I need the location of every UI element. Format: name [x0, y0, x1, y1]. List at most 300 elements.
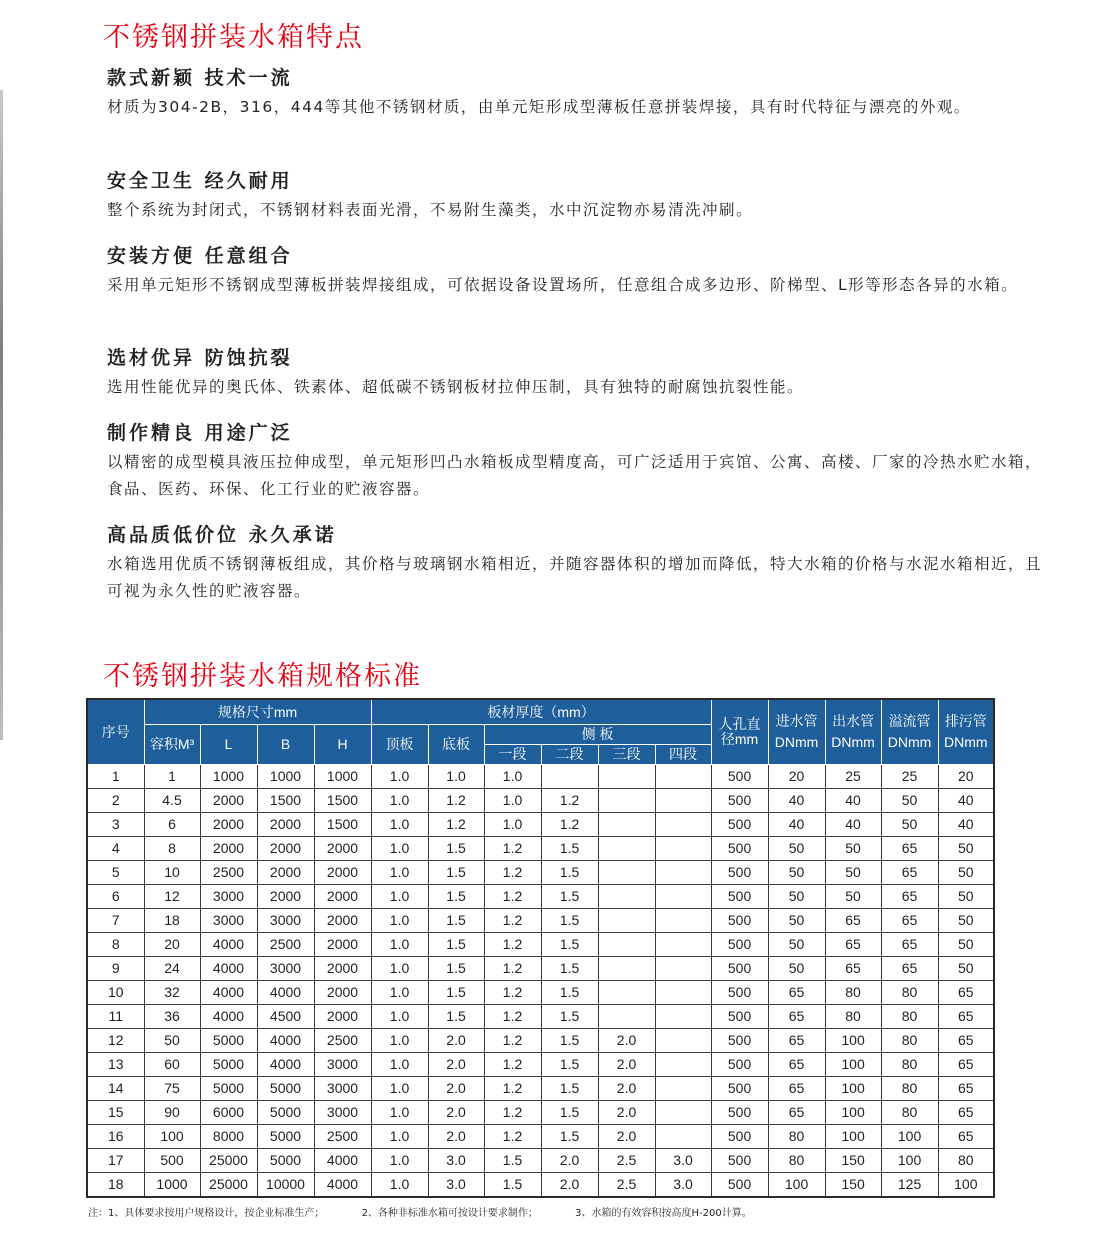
table-row	[87, 764, 994, 788]
table-cell	[655, 1028, 711, 1052]
table-cell: 1.5	[484, 1148, 541, 1172]
table-cell: 32	[144, 980, 200, 1004]
table-cell: 2.5	[598, 1148, 655, 1172]
table-cell: 50	[768, 836, 825, 860]
table-cell: 5000	[257, 1076, 314, 1100]
table-row	[87, 1148, 994, 1172]
table-cell	[655, 956, 711, 980]
table-cell: 65	[938, 1124, 994, 1148]
table-cell: 50	[768, 956, 825, 980]
table-cell: 1.2	[484, 884, 541, 908]
table-cell: 1.5	[428, 956, 484, 980]
table-cell: 50	[881, 812, 938, 836]
table-cell: 1.2	[484, 956, 541, 980]
table-cell: 1.5	[541, 1052, 598, 1076]
header-side-plate: 侧 板	[484, 724, 711, 744]
table-row	[87, 884, 994, 908]
table-cell: 2500	[257, 932, 314, 956]
table-cell: 80	[881, 980, 938, 1004]
table-cell: 20	[144, 932, 200, 956]
feature-text: 整个系统为封闭式，不锈钢材料表面光滑，不易附生藻类，水中沉淀物亦易清洗冲刷。	[107, 201, 754, 219]
spec-table	[86, 698, 995, 1198]
table-row	[87, 1076, 994, 1100]
table-cell: 6	[87, 884, 144, 908]
table-cell: 65	[881, 860, 938, 884]
table-cell: 25000	[200, 1172, 257, 1197]
header-segment-1: 一段	[484, 744, 541, 764]
table-cell: 500	[711, 764, 768, 788]
table-cell: 1	[87, 764, 144, 788]
table-cell: 80	[881, 1052, 938, 1076]
table-row	[87, 1124, 994, 1148]
table-cell	[655, 788, 711, 812]
footnote-3: 3、水箱的有效容积按高度H-200计算。	[575, 1208, 752, 1219]
table-cell: 15	[87, 1100, 144, 1124]
table-cell: 100	[825, 1028, 881, 1052]
table-cell: 2000	[257, 884, 314, 908]
table-cell: 18	[87, 1172, 144, 1197]
feature-text: 选用性能优异的奥氏体、铁素体、超低碳不锈钢板材拉伸压制，具有独特的耐腐蚀抗裂性能。	[107, 378, 805, 396]
table-row	[87, 956, 994, 980]
table-cell: 1.5	[541, 884, 598, 908]
table-cell: 2000	[314, 980, 371, 1004]
table-cell: 1.0	[371, 908, 428, 932]
table-cell: 2500	[200, 860, 257, 884]
table-cell: 12	[144, 884, 200, 908]
table-cell: 3.0	[428, 1148, 484, 1172]
table-cell: 60	[144, 1052, 200, 1076]
table-cell: 90	[144, 1100, 200, 1124]
table-cell: 80	[825, 1004, 881, 1028]
table-cell: 4500	[257, 1004, 314, 1028]
table-cell: 25	[825, 764, 881, 788]
feature-block	[107, 346, 1057, 401]
table-cell: 50	[938, 836, 994, 860]
table-cell: 5	[87, 860, 144, 884]
table-cell: 8	[87, 932, 144, 956]
table-cell	[655, 812, 711, 836]
table-cell	[598, 836, 655, 860]
table-cell: 2.0	[541, 1172, 598, 1197]
table-cell: 100	[825, 1100, 881, 1124]
table-cell: 50	[938, 956, 994, 980]
table-cell: 2500	[314, 1028, 371, 1052]
table-cell: 500	[711, 860, 768, 884]
table-cell: 1.2	[484, 1004, 541, 1028]
table-cell	[598, 764, 655, 788]
table-cell: 2.0	[598, 1052, 655, 1076]
table-cell: 1500	[314, 788, 371, 812]
table-cell: 1000	[257, 764, 314, 788]
table-cell: 10	[144, 860, 200, 884]
table-cell: 65	[768, 1004, 825, 1028]
table-cell: 1.5	[428, 836, 484, 860]
spec-table-body	[87, 764, 994, 1197]
table-cell	[655, 980, 711, 1004]
table-cell: 3000	[200, 884, 257, 908]
table-cell: 1.2	[484, 908, 541, 932]
table-cell: 50	[825, 860, 881, 884]
table-cell: 500	[711, 788, 768, 812]
table-cell: 1.2	[484, 932, 541, 956]
table-cell: 36	[144, 1004, 200, 1028]
table-cell: 100	[825, 1076, 881, 1100]
footnote-2: 2、各种非标准水箱可按设计要求制作；	[361, 1208, 538, 1219]
table-cell: 65	[768, 1052, 825, 1076]
table-cell	[655, 860, 711, 884]
table-cell: 2000	[314, 956, 371, 980]
table-cell	[655, 764, 711, 788]
table-cell: 4	[87, 836, 144, 860]
table-cell: 500	[711, 1028, 768, 1052]
table-cell: 4000	[200, 956, 257, 980]
table-cell: 65	[938, 1028, 994, 1052]
table-cell: 1.5	[541, 1004, 598, 1028]
table-cell: 9	[87, 956, 144, 980]
table-cell: 1.2	[484, 836, 541, 860]
table-cell: 12	[87, 1028, 144, 1052]
table-cell: 1.0	[371, 956, 428, 980]
table-cell: 40	[938, 812, 994, 836]
table-cell: 5000	[200, 1052, 257, 1076]
table-cell	[655, 1124, 711, 1148]
table-cell: 80	[881, 1076, 938, 1100]
feature-heading: 安装方便 任意组合	[107, 245, 293, 267]
header-volume: 容积M³	[144, 724, 200, 764]
table-cell: 1.5	[541, 956, 598, 980]
table-cell	[655, 932, 711, 956]
table-row	[87, 1052, 994, 1076]
table-cell: 1.2	[484, 1076, 541, 1100]
table-cell: 1.0	[371, 788, 428, 812]
table-cell: 8	[144, 836, 200, 860]
table-cell: 150	[825, 1148, 881, 1172]
table-cell: 1.5	[484, 1172, 541, 1197]
table-cell: 1.0	[371, 1172, 428, 1197]
table-cell: 14	[87, 1076, 144, 1100]
header-inlet	[768, 699, 825, 764]
feature-heading: 安全卫生 经久耐用	[107, 170, 293, 192]
table-cell: 2.0	[598, 1100, 655, 1124]
table-cell: 4000	[314, 1172, 371, 1197]
table-cell: 500	[711, 932, 768, 956]
table-cell: 2000	[314, 860, 371, 884]
table-cell: 1.5	[541, 908, 598, 932]
table-cell: 3.0	[428, 1172, 484, 1197]
table-cell: 65	[881, 956, 938, 980]
table-cell: 7	[87, 908, 144, 932]
table-cell: 2.0	[598, 1028, 655, 1052]
table-cell: 1.0	[484, 788, 541, 812]
left-edge-strip	[0, 90, 3, 740]
table-cell: 65	[768, 1076, 825, 1100]
table-cell: 65	[881, 932, 938, 956]
feature-heading: 款式新颖 技术一流	[107, 67, 293, 89]
table-cell: 1.0	[484, 764, 541, 788]
table-cell: 40	[938, 788, 994, 812]
table-row	[87, 812, 994, 836]
table-cell: 1.2	[484, 980, 541, 1004]
table-cell: 20	[768, 764, 825, 788]
table-cell: 500	[711, 1124, 768, 1148]
feature-text: 材质为304-2B，316，444等其他不锈钢材质，由单元矩形成型薄板任意拼装焊接，具有时代特征与漂亮的外观。	[107, 98, 971, 116]
table-cell: 100	[938, 1172, 994, 1197]
table-cell: 1.0	[371, 836, 428, 860]
table-cell: 50	[768, 908, 825, 932]
feature-text: 以精密的成型模具液压拉伸成型，单元矩形凹凸水箱板成型精度高，可广泛适用于宾馆、公寓、高楼、厂家的冷热水贮水箱，食品、医药、环保、化工行业的贮液容器。	[107, 453, 1043, 498]
table-cell: 50	[881, 788, 938, 812]
table-cell: 80	[768, 1148, 825, 1172]
table-cell: 1	[144, 764, 200, 788]
table-cell: 50	[768, 932, 825, 956]
table-cell: 65	[881, 908, 938, 932]
table-cell	[598, 932, 655, 956]
table-cell: 80	[768, 1124, 825, 1148]
table-cell: 500	[144, 1148, 200, 1172]
header-outlet-label: 出水管DNmm	[831, 712, 875, 750]
table-cell: 3000	[314, 1076, 371, 1100]
table-cell: 2000	[314, 932, 371, 956]
footnote	[88, 1204, 786, 1219]
table-cell: 2000	[314, 884, 371, 908]
table-row	[87, 860, 994, 884]
table-cell: 2000	[200, 812, 257, 836]
table-cell: 11	[87, 1004, 144, 1028]
table-cell: 100	[825, 1124, 881, 1148]
table-cell: 65	[768, 980, 825, 1004]
table-cell: 5000	[257, 1124, 314, 1148]
table-cell: 2000	[257, 812, 314, 836]
table-cell: 10000	[257, 1172, 314, 1197]
table-cell	[598, 1004, 655, 1028]
table-cell: 1.5	[428, 1004, 484, 1028]
table-cell: 1.2	[428, 788, 484, 812]
table-cell	[655, 1100, 711, 1124]
table-cell: 5000	[200, 1076, 257, 1100]
table-cell: 2000	[257, 860, 314, 884]
header-thickness: 板材厚度（mm）	[371, 699, 711, 724]
table-cell: 65	[768, 1028, 825, 1052]
table-cell: 500	[711, 1100, 768, 1124]
table-cell: 2.5	[598, 1172, 655, 1197]
table-cell	[598, 860, 655, 884]
table-cell: 5000	[257, 1148, 314, 1172]
table-cell	[655, 1004, 711, 1028]
table-cell: 2.0	[598, 1124, 655, 1148]
table-cell: 500	[711, 1148, 768, 1172]
table-cell: 1.2	[428, 812, 484, 836]
table-cell: 100	[881, 1124, 938, 1148]
table-cell: 2.0	[428, 1100, 484, 1124]
header-bottom-plate: 底板	[428, 724, 484, 764]
features-title: 不锈钢拼装水箱特点	[103, 22, 364, 53]
table-cell: 1.2	[484, 1100, 541, 1124]
table-cell: 2500	[314, 1124, 371, 1148]
table-cell: 1.0	[371, 1148, 428, 1172]
spec-title: 不锈钢拼装水箱规格标准	[103, 661, 422, 692]
table-cell: 1.0	[371, 1028, 428, 1052]
feature-heading: 高品质低价位 永久承诺	[107, 524, 337, 546]
table-cell	[598, 812, 655, 836]
table-cell	[598, 956, 655, 980]
table-cell: 1.0	[371, 1004, 428, 1028]
table-cell: 18	[144, 908, 200, 932]
table-cell: 65	[881, 836, 938, 860]
table-cell: 4.5	[144, 788, 200, 812]
table-cell: 2000	[200, 788, 257, 812]
table-cell: 6000	[200, 1100, 257, 1124]
table-cell	[541, 764, 598, 788]
header-drain	[938, 699, 994, 764]
table-cell: 1.5	[541, 1076, 598, 1100]
header-segment-3: 三段	[598, 744, 655, 764]
table-row	[87, 980, 994, 1004]
table-cell: 20	[938, 764, 994, 788]
table-cell: 1000	[314, 764, 371, 788]
table-row	[87, 1028, 994, 1052]
feature-block	[107, 421, 1057, 503]
feature-heading: 制作精良 用途广泛	[107, 422, 293, 444]
table-cell: 2000	[200, 836, 257, 860]
table-cell: 500	[711, 836, 768, 860]
table-cell: 1.2	[541, 812, 598, 836]
table-cell: 1500	[314, 812, 371, 836]
table-cell: 1.0	[371, 812, 428, 836]
table-cell: 1.0	[371, 980, 428, 1004]
table-cell: 2000	[257, 836, 314, 860]
table-cell: 1.0	[371, 932, 428, 956]
table-cell: 65	[825, 956, 881, 980]
table-cell: 65	[825, 932, 881, 956]
table-cell: 40	[768, 788, 825, 812]
table-cell: 80	[881, 1004, 938, 1028]
table-cell: 1.5	[428, 860, 484, 884]
header-size: 规格尺寸mm	[144, 699, 371, 724]
table-cell: 100	[768, 1172, 825, 1197]
table-cell: 13	[87, 1052, 144, 1076]
table-cell: 50	[825, 884, 881, 908]
header-inlet-label: 进水管DNmm	[774, 712, 819, 750]
table-cell: 80	[881, 1100, 938, 1124]
table-cell: 50	[825, 836, 881, 860]
table-cell: 1.0	[371, 1076, 428, 1100]
table-cell: 100	[825, 1052, 881, 1076]
table-cell: 4000	[257, 1052, 314, 1076]
table-cell: 80	[881, 1028, 938, 1052]
table-cell: 65	[881, 884, 938, 908]
table-cell: 3.0	[655, 1148, 711, 1172]
table-cell: 500	[711, 980, 768, 1004]
table-cell: 6	[144, 812, 200, 836]
table-cell: 75	[144, 1076, 200, 1100]
table-cell: 65	[938, 1052, 994, 1076]
table-cell: 50	[144, 1028, 200, 1052]
table-cell	[598, 908, 655, 932]
table-cell: 16	[87, 1124, 144, 1148]
table-cell: 125	[881, 1172, 938, 1197]
table-cell: 25000	[200, 1148, 257, 1172]
table-cell: 65	[825, 908, 881, 932]
table-cell: 1.5	[428, 932, 484, 956]
table-cell	[655, 1076, 711, 1100]
table-cell: 1.0	[371, 1052, 428, 1076]
table-cell: 500	[711, 1052, 768, 1076]
table-cell: 1.5	[428, 884, 484, 908]
table-cell: 1.0	[371, 1100, 428, 1124]
table-cell: 65	[938, 1100, 994, 1124]
table-cell	[655, 884, 711, 908]
table-cell: 1.0	[371, 764, 428, 788]
table-cell: 65	[938, 980, 994, 1004]
header-width: B	[257, 724, 314, 764]
table-cell: 2	[87, 788, 144, 812]
header-seq: 序号	[87, 699, 144, 764]
table-cell: 3000	[314, 1052, 371, 1076]
table-cell: 150	[825, 1172, 881, 1197]
table-cell: 50	[938, 908, 994, 932]
table-row	[87, 1172, 994, 1197]
table-cell: 1.2	[484, 1124, 541, 1148]
table-cell: 40	[768, 812, 825, 836]
table-cell: 4000	[257, 1028, 314, 1052]
table-cell: 80	[825, 980, 881, 1004]
table-cell: 1.0	[371, 1124, 428, 1148]
table-cell: 1.5	[541, 1028, 598, 1052]
table-cell	[655, 1052, 711, 1076]
table-cell: 4000	[200, 1004, 257, 1028]
table-row	[87, 932, 994, 956]
header-segment-2: 二段	[541, 744, 598, 764]
table-cell: 4000	[200, 980, 257, 1004]
table-cell: 4000	[257, 980, 314, 1004]
table-cell	[655, 908, 711, 932]
table-cell: 1.5	[541, 1100, 598, 1124]
table-cell: 65	[938, 1004, 994, 1028]
header-drain-label: 排污管DNmm	[944, 712, 988, 750]
table-cell: 1.5	[428, 980, 484, 1004]
table-cell	[655, 836, 711, 860]
table-cell: 2.0	[598, 1076, 655, 1100]
header-overflow-label: 溢流管DNmm	[887, 712, 932, 750]
table-cell: 4000	[200, 932, 257, 956]
table-row	[87, 908, 994, 932]
table-cell: 5000	[257, 1100, 314, 1124]
table-cell: 1.5	[541, 836, 598, 860]
table-cell	[598, 980, 655, 1004]
table-row	[87, 788, 994, 812]
table-cell: 100	[881, 1148, 938, 1172]
feature-text: 水箱选用优质不锈钢薄板组成，其价格与玻璃钢水箱相近，并随容器体积的增加而降低，特大水箱的价格与水泥水箱相近，且可视为永久性的贮液容器。	[107, 555, 1043, 600]
header-overflow	[881, 699, 938, 764]
table-cell: 1.2	[484, 1052, 541, 1076]
table-cell: 1.2	[541, 788, 598, 812]
table-cell: 65	[938, 1076, 994, 1100]
table-cell: 1.5	[541, 980, 598, 1004]
table-cell: 1000	[200, 764, 257, 788]
table-cell: 500	[711, 1076, 768, 1100]
table-cell: 24	[144, 956, 200, 980]
table-cell: 1.5	[428, 908, 484, 932]
feature-block	[107, 244, 1057, 299]
table-cell: 500	[711, 884, 768, 908]
table-cell: 1.2	[484, 860, 541, 884]
table-cell: 500	[711, 956, 768, 980]
table-cell: 1.5	[541, 932, 598, 956]
table-cell: 1.0	[428, 764, 484, 788]
table-cell: 17	[87, 1148, 144, 1172]
table-row	[87, 1004, 994, 1028]
table-cell: 3000	[257, 908, 314, 932]
